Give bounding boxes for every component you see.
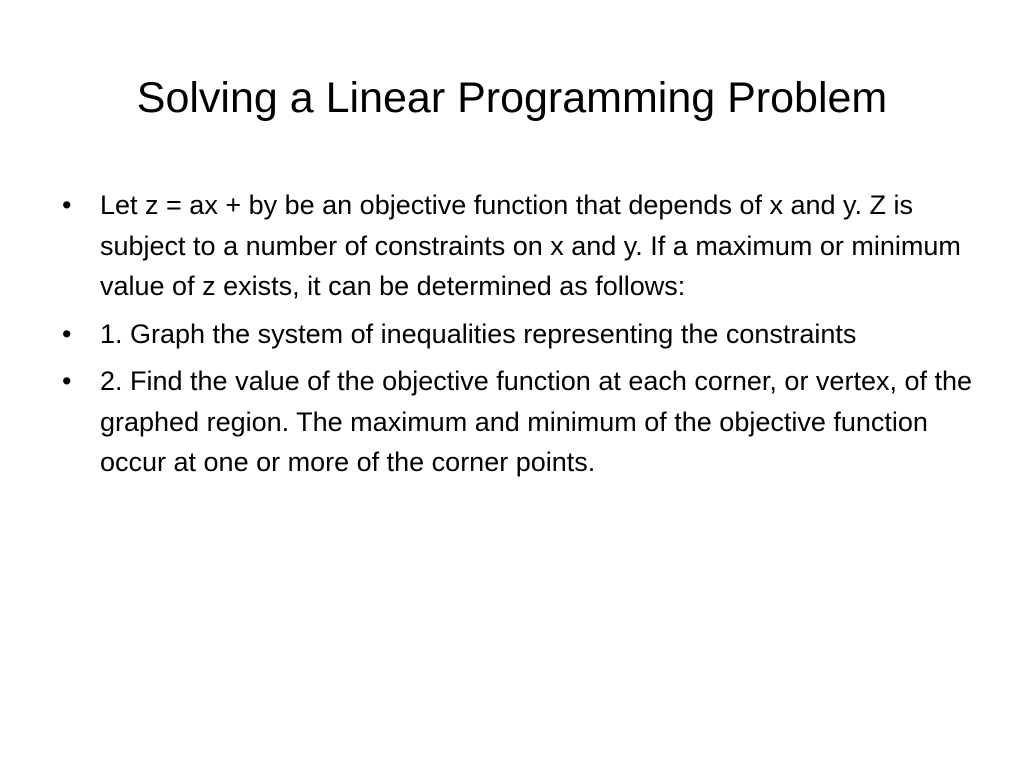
bullet-text: 1. Graph the system of inequalities representing the constraints (100, 318, 857, 349)
bullet-item-step-2 (62, 361, 982, 483)
bullet-text: Let z = ax + by be an objective function that depends of x and y. Z is subject to a number of constraints on x and y. If a maximum or minimum value of z exists, it can be determined as follows: (100, 190, 961, 301)
bullet-icon: • (62, 190, 72, 220)
bullet-icon: • (62, 366, 72, 396)
slide-title: Solving a Linear Programming Problem (136, 74, 888, 122)
bullet-item-intro (62, 185, 982, 307)
bullet-icon: • (62, 318, 72, 349)
bullet-item-step-1 (62, 314, 982, 355)
bullet-text: 2. Find the value of the objective function at each corner, or vertex, of the graphed region. The maximum and minimum of the objective function occur at one or more of the corner points. (100, 366, 973, 477)
bullet-list (62, 185, 982, 490)
